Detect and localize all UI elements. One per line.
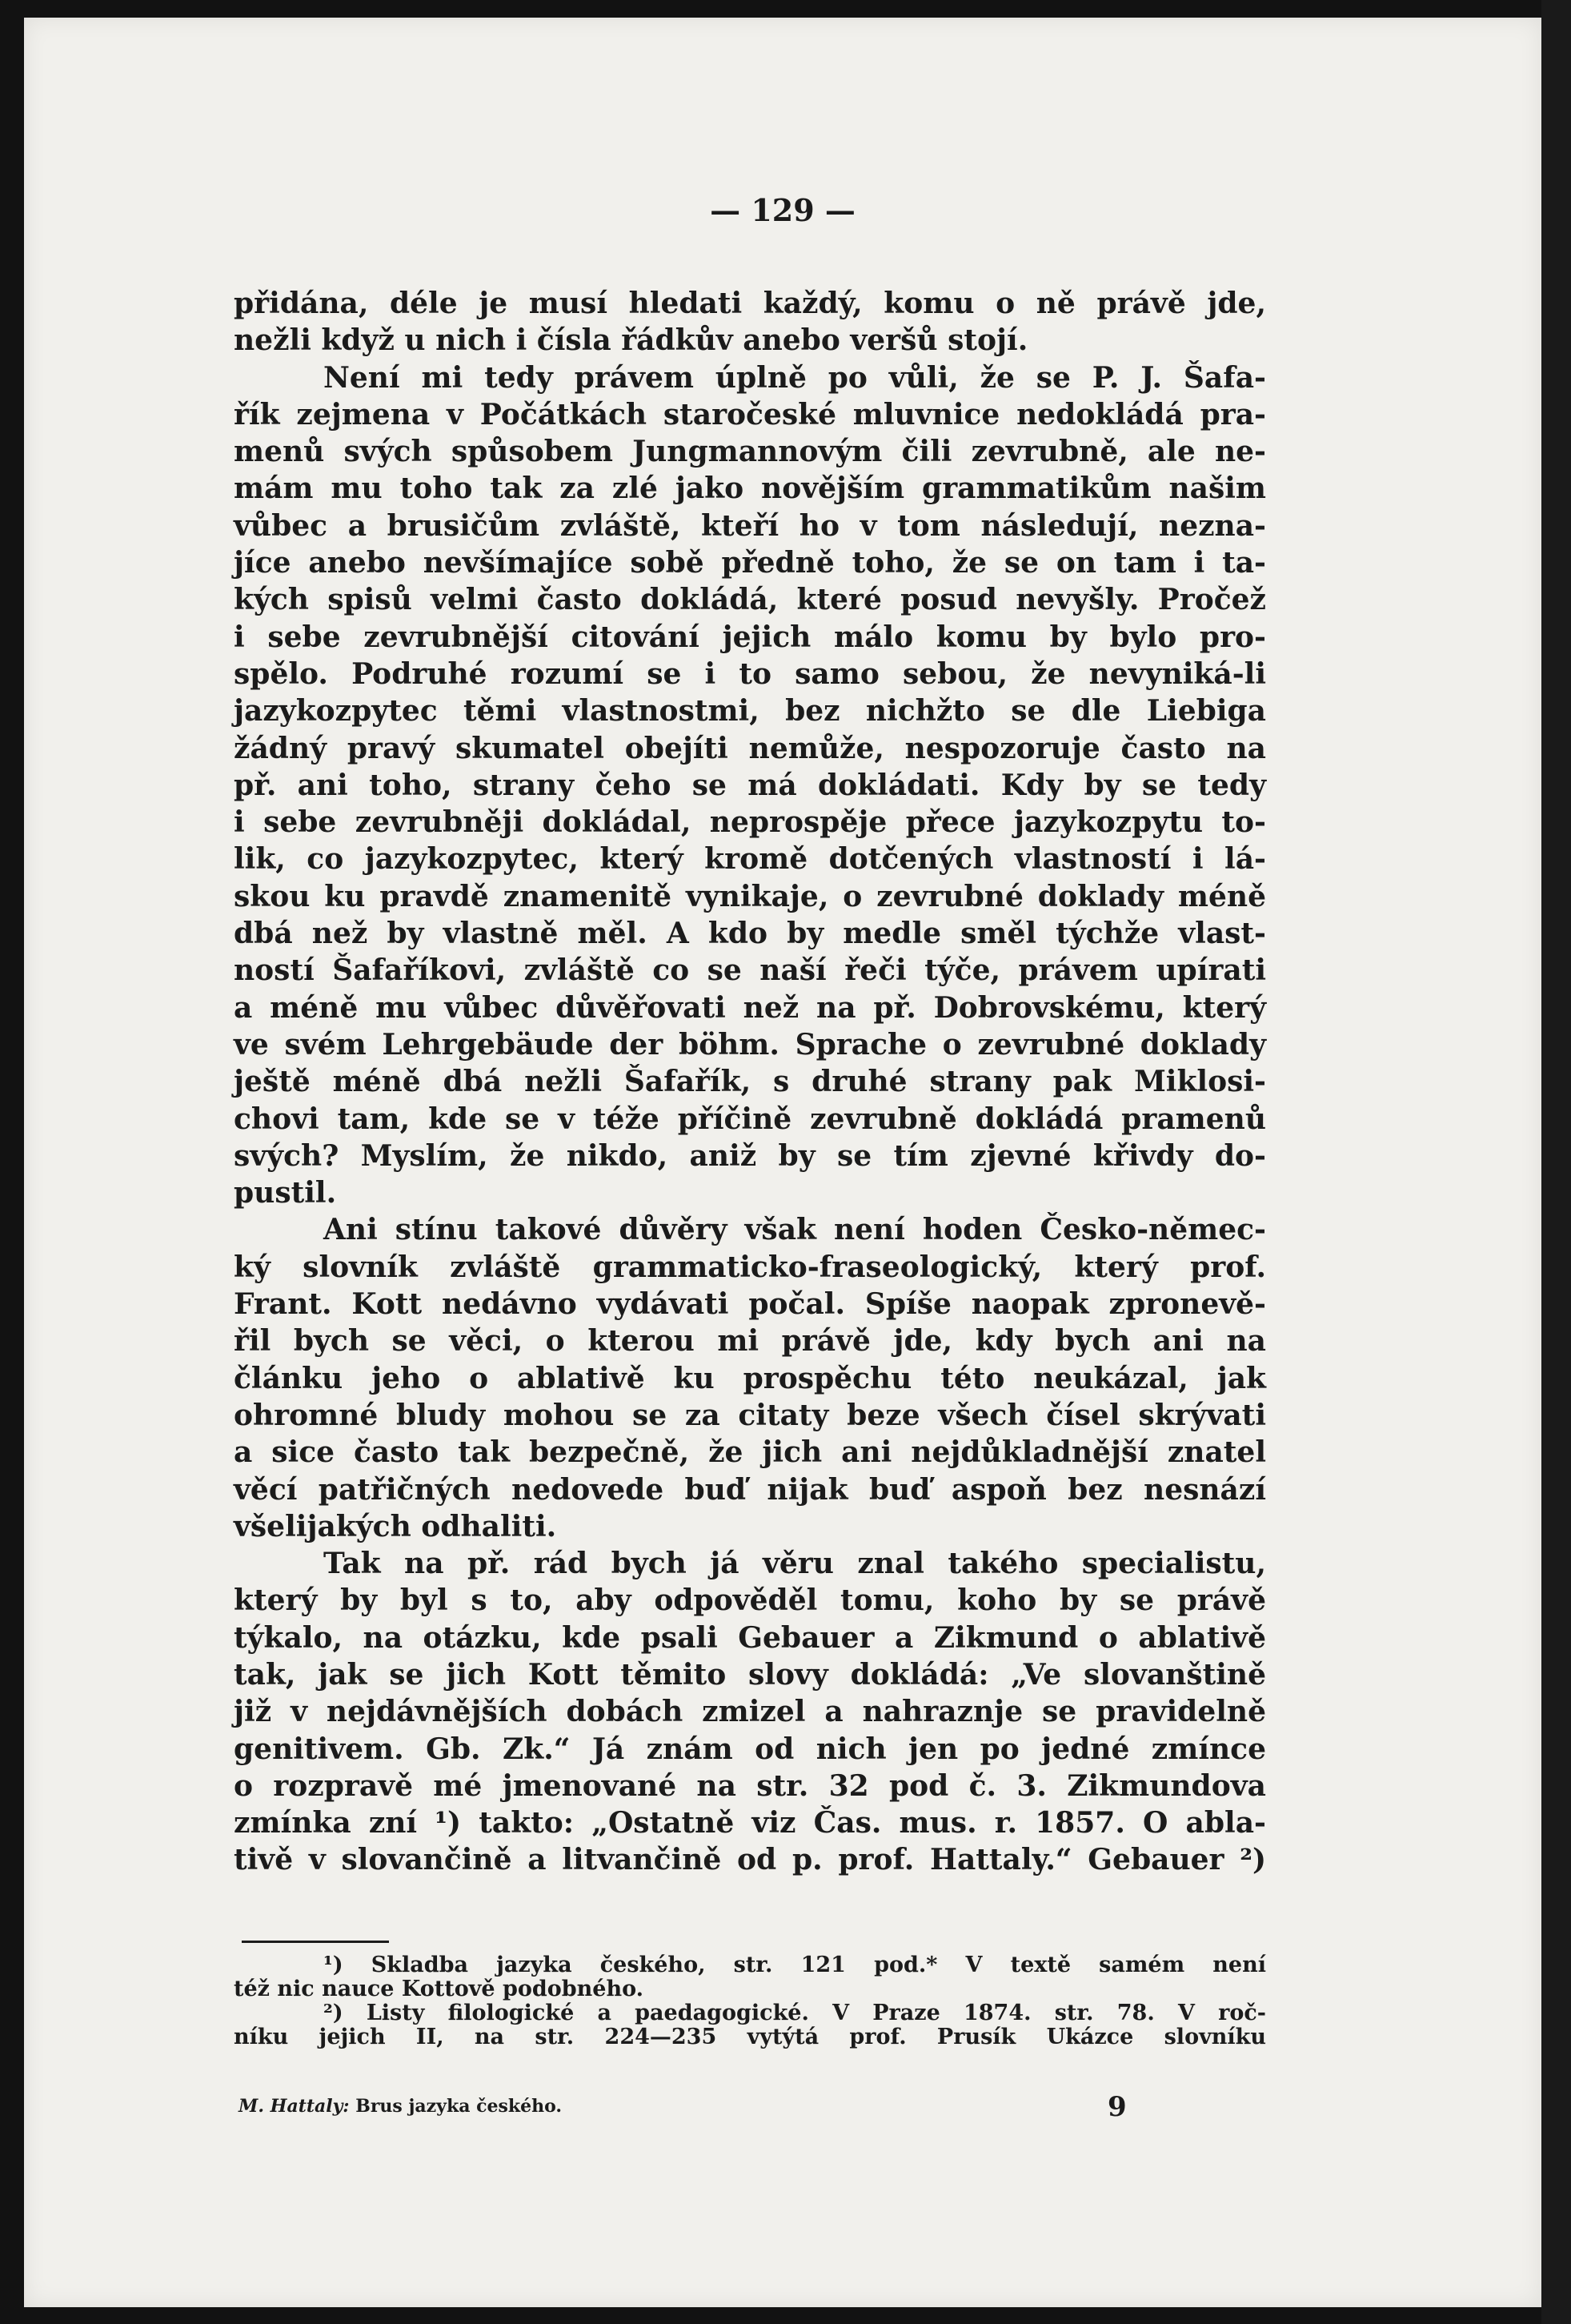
text-line: Ani stínu takové důvěry však není hoden Česko-němec-: [323, 1213, 1266, 1247]
text-line: ohromné bludy mohou se za citaty beze všech čísel skrývati: [234, 1398, 1266, 1432]
text-line: o rozpravě mé jmenované na str. 32 pod č. 3. Zikmundova: [234, 1768, 1266, 1803]
text-line: pustil.: [234, 1176, 337, 1210]
text-line: dbá než by vlastně měl. A kdo by medle směl týchže vlast-: [234, 917, 1266, 951]
book-page: [24, 18, 1541, 2307]
text-line: vůbec a brusičům zvláště, kteří ho v tom následují, nezna-: [234, 508, 1266, 543]
footnote-line: též nic nauce Kottově podobného.: [234, 1977, 644, 2001]
text-line: zmínka zní ¹) takto: „Ostatně viz Čas. mus. r. 1857. O abla-: [234, 1806, 1266, 1840]
sheet-number: 9: [1108, 2091, 1127, 2123]
text-line: chovi tam, kde se v téže příčině zevrubně dokládá pramenů: [234, 1102, 1266, 1136]
text-line: věcí patřičných nedovede buď nijak buď aspoň bez nesnází: [234, 1472, 1266, 1507]
text-line: i sebe zevrubněji dokládal, neprospěje přece jazykozpytu to-: [234, 805, 1266, 840]
text-line: ností Šafaříkovi, zvláště co se naší řeči týče, právem upírati: [234, 953, 1266, 988]
footnote-divider: [242, 1941, 389, 1943]
text-line: genitivem. Gb. Zk.“ Já znám od nich jen po jedné zmínce: [234, 1732, 1266, 1766]
text-line: Tak na př. rád bych já věru znal takého specialistu,: [323, 1547, 1266, 1581]
text-line: spělo. Podruhé rozumí se i to samo sebou, že nevyniká-li: [234, 656, 1266, 691]
body-text: [234, 285, 1266, 1879]
scan-edge: [1541, 0, 1571, 2324]
text-line: všelijakých odhaliti.: [234, 1509, 557, 1543]
text-line: a méně mu vůbec důvěřovati než na př. Dobrovskému, který: [234, 990, 1266, 1025]
text-line: jíce anebo nevšímajíce sobě předně toho, že se on tam i ta-: [234, 546, 1266, 580]
text-line: žádný pravý skumatel obejíti nemůže, nespozoruje často na: [234, 731, 1266, 765]
footnote-line: níku jejich II, na str. 224—235 vytýtá prof. Prusík Ukázce slovníku: [234, 2025, 1266, 2049]
signature-title: Brus jazyka českého.: [355, 2096, 563, 2117]
text-line: menů svých spůsobem Jungmannovým čili zevrubně, ale ne-: [234, 435, 1266, 469]
text-line: řil bych se věci, o kterou mi právě jde, kdy bych ani na: [234, 1324, 1266, 1359]
text-line: jazykozpytec těmi vlastnostmi, bez nichžto se dle Liebiga: [234, 694, 1266, 729]
footnote-line: ¹) Skladba jazyka českého, str. 121 pod.* V textě samém není: [323, 1953, 1266, 1977]
text-line: a sice často tak bezpečně, že jich ani nejdůkladnější znatel: [234, 1435, 1266, 1470]
text-line: nežli když u nich i čísla řádkův anebo veršů stojí.: [234, 323, 1028, 358]
text-line: i sebe zevrubnější citování jejich málo komu by bylo pro-: [234, 620, 1266, 654]
text-line: ještě méně dbá nežli Šafařík, s druhé strany pak Miklosi-: [234, 1065, 1266, 1099]
page-number: — 129 —: [710, 192, 856, 228]
text-line: ký slovník zvláště grammaticko-fraseologický, který prof.: [234, 1250, 1266, 1284]
signature-author: M. Hattaly:: [238, 2096, 350, 2117]
text-line: př. ani toho, strany čeho se má dokládati. Kdy by se tedy: [234, 768, 1266, 802]
text-line: mám mu toho tak za zlé jako novějším grammatikům našim: [234, 472, 1266, 506]
text-line: týkalo, na otázku, kde psali Gebauer a Zikmund o ablativě: [234, 1620, 1266, 1655]
text-line: článku jeho o ablativě ku prospěchu této neukázal, jak: [234, 1361, 1266, 1395]
text-line: Není mi tedy právem úplně po vůli, že se P. J. Šafa-: [323, 360, 1266, 395]
text-line: tivě v slovančině a litvančině od p. prof. Hattaly.“ Gebauer ²): [234, 1843, 1266, 1877]
text-line: který by byl s to, aby odpověděl tomu, koho by se právě: [234, 1583, 1266, 1618]
footnotes: [234, 1953, 1266, 2049]
text-line: přidána, déle je musí hledati každý, komu o ně právě jde,: [234, 287, 1266, 320]
text-line: ve svém Lehrgebäude der böhm. Sprache o zevrubné doklady: [234, 1027, 1266, 1062]
text-line: tak, jak se jich Kott těmito slovy dokládá: „Ve slovanštině: [234, 1657, 1266, 1692]
signature-line: [234, 2091, 1266, 2123]
text-line: řík zejmena v Počátkách staročeské mluvnice nedokládá pra-: [234, 397, 1266, 431]
text-line: lik, co jazykozpytec, který kromě dotčených vlastností i lá-: [234, 842, 1266, 877]
text-line: skou ku pravdě znamenitě vynikaje, o zevrubné doklady méně: [234, 879, 1266, 913]
text-line: již v nejdávnějších dobách zmizel a nahraznje se pravidelně: [234, 1695, 1266, 1729]
text-line: Frant. Kott nedávno vydávati počal. Spíše naopak zpronevě-: [234, 1287, 1266, 1322]
footnote-line: ²) Listy filologické a paedagogické. V Praze 1874. str. 78. V roč-: [323, 2001, 1266, 2025]
text-line: svých? Myslím, že nikdo, aniž by se tím zjevné křivdy do-: [234, 1138, 1266, 1173]
text-line: kých spisů velmi často dokládá, které posud nevyšly. Pročež: [234, 583, 1266, 617]
